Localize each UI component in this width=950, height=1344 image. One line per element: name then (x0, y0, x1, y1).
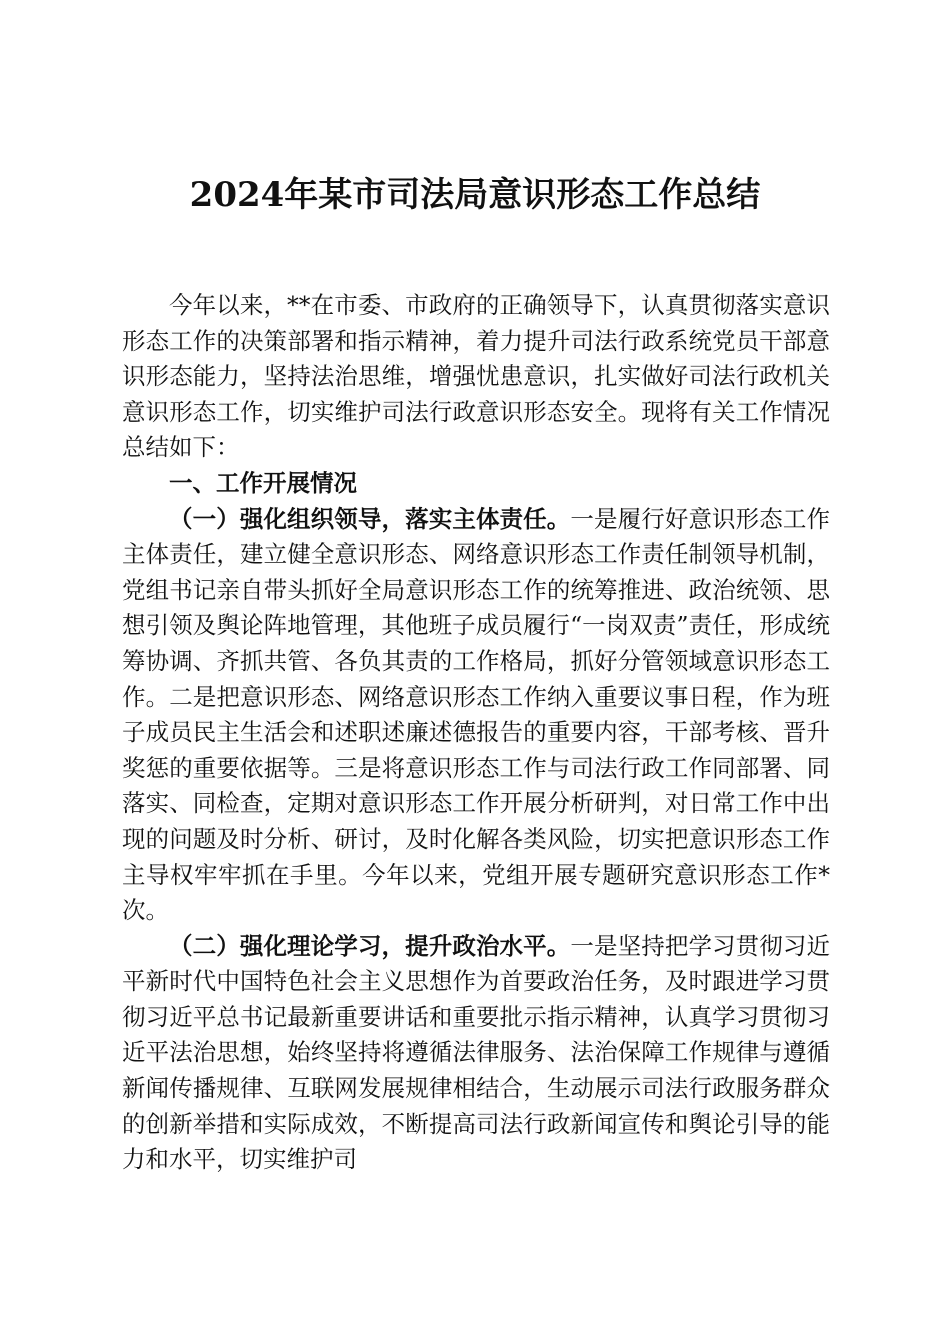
subsection-1-paragraph (122, 502, 830, 929)
subsection-1-lead: （一）强化组织领导，落实主体责任。 (169, 504, 571, 533)
document-body (122, 288, 830, 1178)
subsection-2-paragraph (122, 929, 830, 1178)
subsection-2-text: 一是坚持把学习贯彻习近平新时代中国特色社会主义思想作为首要政治任务，及时跟进学习贯彻习近平总书记最新重要讲话和重要批示指示精神，认真学习贯彻习近平法治思想，始终坚持将遵循法律服务、法治保障工作规律与遵循新闻传播规律、互联网发展规律相结合，生动展示司法行政服务群众的创新举措和实际成效，不断提高司法行政新闻宣传和舆论引导的能力和水平，切实维护司 (122, 931, 831, 1174)
subsection-1-text: 一是履行好意识形态工作主体责任，建立健全意识形态、网络意识形态工作责任制领导机制，党组书记亲自带头抓好全局意识形态工作的统筹推进、政治统领、思想引领及舆论阵地管理，其他班子成员履行“一岗双责”责任，形成统筹协调、齐抓共管、各负其责的工作格局，抓好分管领域意识形态工作。二是把意识形态、网络意识形态工作纳入重要议事日程，作为班子成员民主生活会和述职述廉述德报告的重要内容，干部考核、晋升奖惩的重要依据等。三是将意识形态工作与司法行政工作同部署、同落实、同检查，定期对意识形态工作开展分析研判，对日常工作中出现的问题及时分析、研讨，及时化解各类风险，切实把意识形态工作主导权牢牢抓在手里。今年以来，党组开展专题研究意识形态工作*次。 (122, 504, 831, 925)
document-title: 2024年某市司法局意识形态工作总结 (189, 175, 761, 215)
intro-paragraph: 今年以来，**在市委、市政府的正确领导下，认真贯彻落实意识形态工作的决策部署和指示精神，着力提升司法行政系统党员干部意识形态能力，坚持法治思维，增强忧患意识，扎实做好司法行政机关意识形态工作，切实维护司法行政意识形态安全。现将有关工作情况总结如下： (122, 291, 830, 462)
subsection-2-lead: （二）强化理论学习，提升政治水平。 (169, 931, 571, 960)
section-heading-1: 一、工作开展情况 (169, 468, 357, 497)
